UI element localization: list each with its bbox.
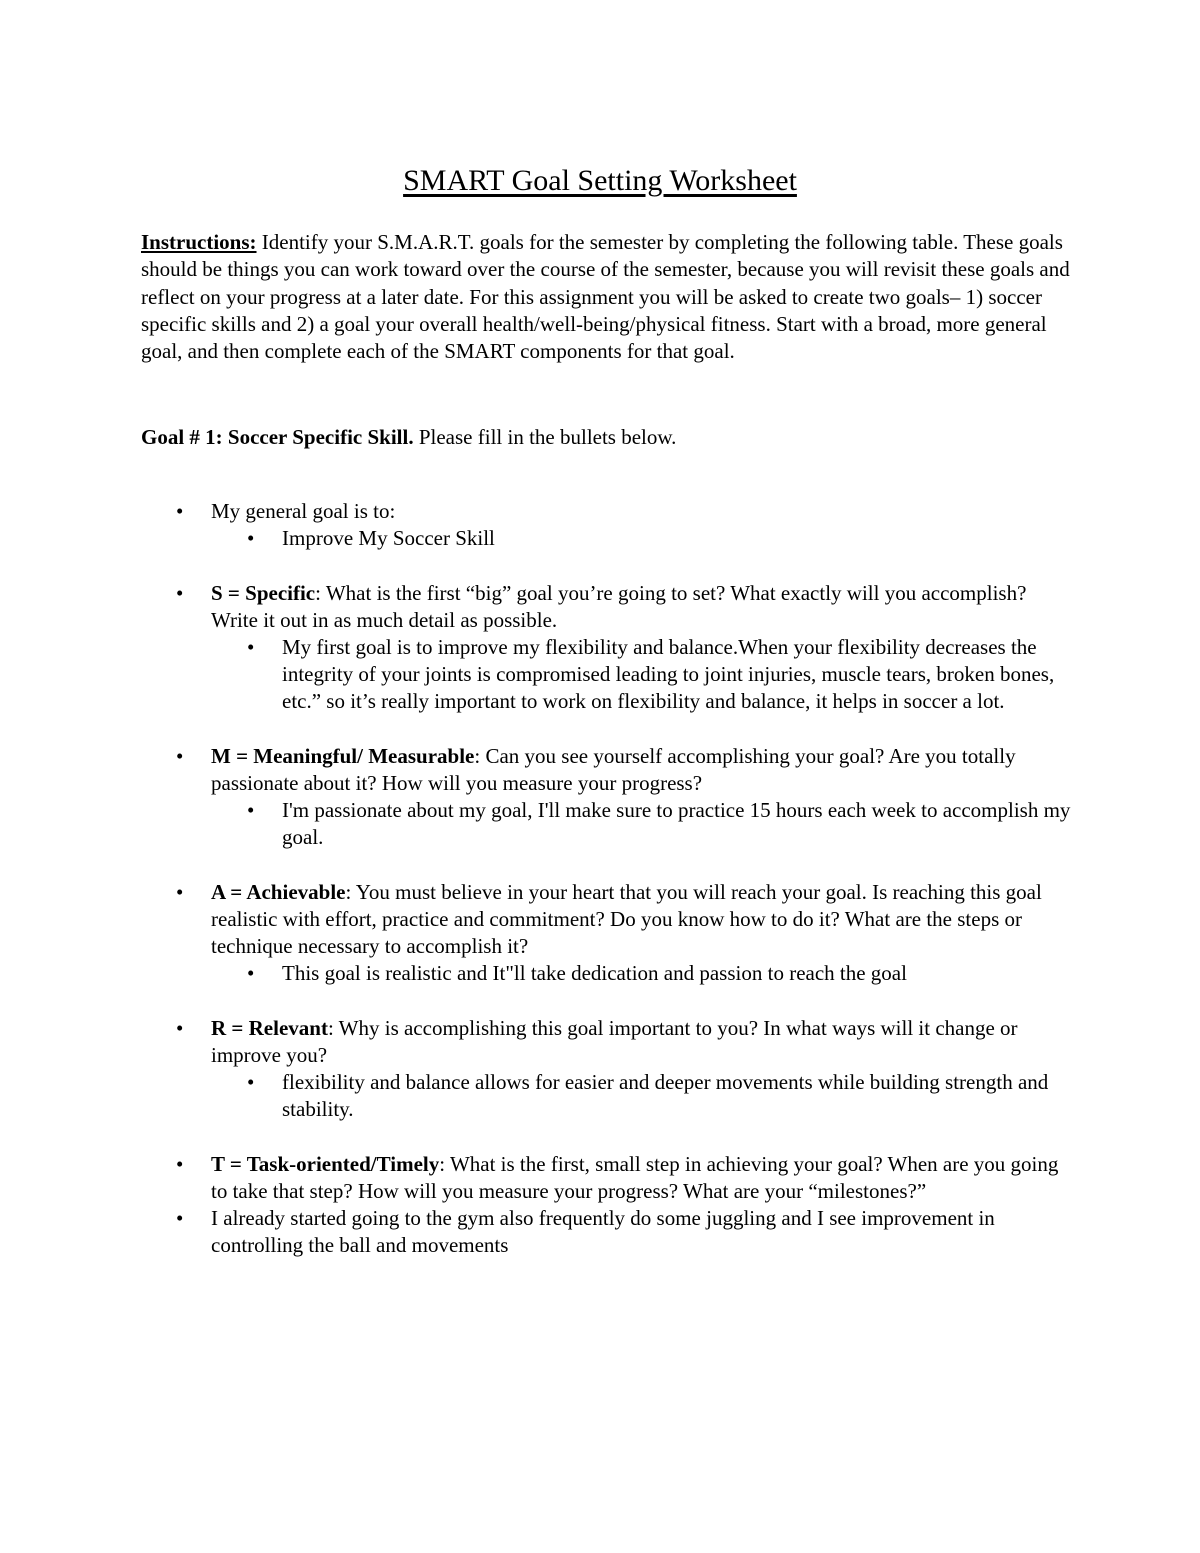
measurable-term: M = Meaningful/ Measurable <box>211 743 475 768</box>
instructions-label: Instructions: <box>141 230 257 254</box>
general-goal-prompt: My general goal is to: <box>211 499 396 523</box>
achievable-prompt: : You must believe in your heart that you will reach your goal. Is reaching this goal realistic with effort, practice and commitment? Do you know how to do it? What are the steps or technique necessary to accomplish it? <box>211 879 1042 959</box>
list-item-timely <box>0 1151 1071 1205</box>
bullet-icon: • <box>176 743 184 768</box>
achievable-answer-text: This goal is realistic and It"ll take dedication and passion to reach the goal <box>282 961 907 986</box>
list-item-relevant <box>0 1015 1071 1124</box>
list-item-measurable <box>0 743 1071 852</box>
timely-term: T = Task-oriented/Timely <box>211 1151 440 1176</box>
relevant-term: R = Relevant <box>211 1015 328 1040</box>
list-item-achievable <box>0 879 1071 988</box>
list-item-general-goal <box>0 498 1071 552</box>
relevant-answer-text: flexibility and balance allows for easier and deeper movements while building strength and stability. <box>282 1070 1049 1122</box>
measurable-answer-text: I'm passionate about my goal, I'll make sure to practice 15 hours each week to accomplish my goal. <box>282 798 1071 850</box>
list-item-specific <box>0 580 1071 716</box>
bullet-icon: • <box>176 580 184 605</box>
bullet-icon: • <box>247 961 255 986</box>
instructions-paragraph <box>141 229 1071 365</box>
relevant-prompt: : Why is accomplishing this goal important to you? In what ways will it change or improve you? <box>211 1015 1018 1067</box>
specific-prompt: : What is the first “big” goal you’re going to set? What exactly will you accomplish? Write it out in as much detail as possible. <box>211 580 1027 632</box>
bullet-icon: • <box>176 1015 184 1040</box>
bullet-icon: • <box>247 526 255 551</box>
bullet-icon: • <box>176 1206 184 1231</box>
list-item-timely-answer <box>0 1205 1071 1259</box>
bullet-icon: • <box>247 798 255 823</box>
achievable-term: A = Achievable <box>211 879 346 904</box>
specific-answers <box>211 634 1071 716</box>
goal-1-text: Please fill in the bullets below. <box>413 425 677 449</box>
instructions-text: Identify your S.M.A.R.T. goals for the semester by completing the following table. These goals should be things you can work toward over the course of the semester, because you will revisit these goals and reflect on your progress at a later date. For this assignment you will be asked to create two goals– 1) soccer specific skills and 2) a goal your overall health/well-being/physical fitness. Start with a broad, more general goal, and then complete each of the SMART components for that goal. <box>141 230 1070 364</box>
specific-answer <box>211 634 1071 716</box>
measurable-answers <box>211 797 1071 851</box>
bullet-icon: • <box>176 499 184 523</box>
measurable-prompt: : Can you see yourself accomplishing your goal? Are you totally passionate about it? How will you measure your progress? <box>211 743 1016 795</box>
achievable-answers <box>211 960 1071 987</box>
bullet-icon: • <box>247 1070 255 1095</box>
relevant-answer <box>211 1069 1071 1123</box>
specific-answer-text: My first goal is to improve my flexibility and balance.When your flexibility decreases the integrity of your joints is compromised leading to joint injuries, muscle tears, broken bones, etc.” so it’s really important to work on flexibility and balance, it helps in soccer a lot. <box>282 635 1055 714</box>
goal-1-heading <box>141 424 1071 451</box>
smart-list <box>0 498 1200 1260</box>
page-title: SMART Goal Setting Worksheet <box>403 164 797 197</box>
goal-1-label: Goal # 1: Soccer Specific Skill. <box>141 425 414 449</box>
general-goal-answer-text: Improve My Soccer Skill <box>282 526 495 551</box>
timely-prompt: : What is the first, small step in achieving your goal? When are you going to take that step? How will you measure your progress? What are your “milestones?” <box>211 1151 1059 1203</box>
specific-term: S = Specific <box>211 580 316 605</box>
timely-answer-text: I already started going to the gym also frequently do some juggling and I see improvement in controlling the ball and movements <box>211 1206 995 1258</box>
measurable-answer <box>211 797 1071 851</box>
bullet-icon: • <box>176 879 184 904</box>
bullet-icon: • <box>176 1151 184 1176</box>
relevant-answers <box>211 1069 1071 1123</box>
general-goal-answers <box>211 525 1071 552</box>
bullet-icon: • <box>247 635 255 659</box>
achievable-answer <box>211 960 1071 987</box>
general-goal-answer <box>211 525 1071 552</box>
